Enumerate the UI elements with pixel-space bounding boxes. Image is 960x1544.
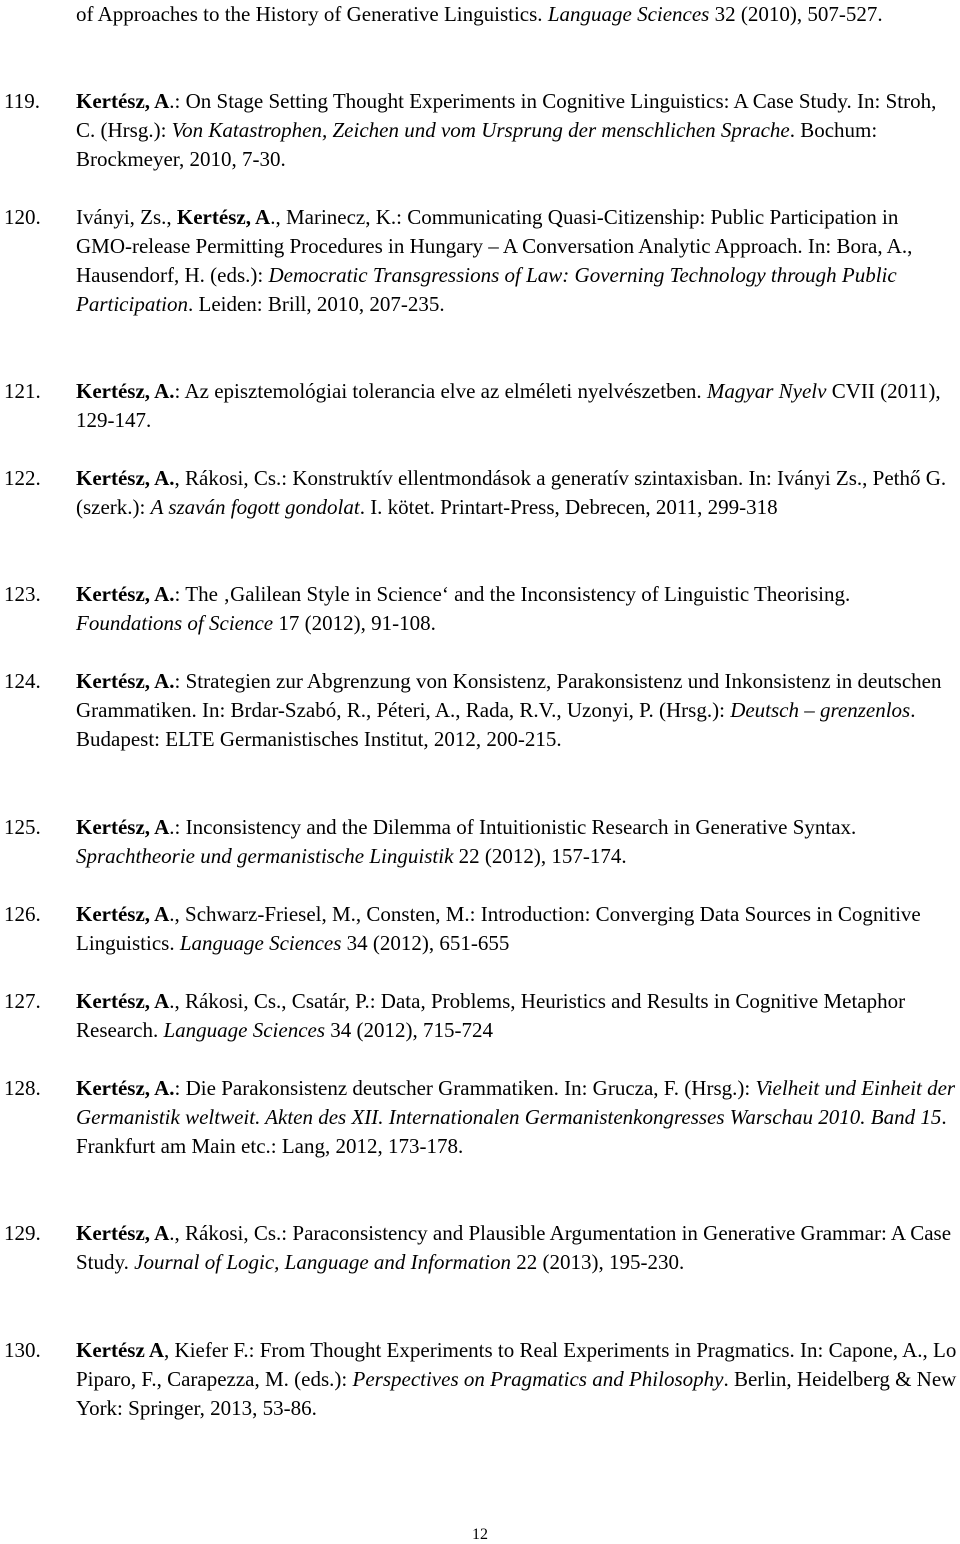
reference-number: 128. — [4, 1076, 41, 1100]
reference-segment: of Approaches to the History of Generative Linguistics. — [76, 2, 548, 26]
reference-segment: . Berlin, Heidelberg & New York: Springer, 2013, 53-86. — [76, 1367, 957, 1420]
reference-text — [76, 377, 958, 435]
publication-title: Von Katastrophen, Zeichen und vom Ursprung der menschlichen Sprache — [171, 118, 790, 142]
reference-segment: ., Schwarz-Friesel, M., Consten, M.: Introduction: Converging Data Sources in Cognitive Linguistics. — [76, 902, 921, 955]
reference-segment: . I. kötet. Printart-Press, Debrecen, 2011, 299-318 — [359, 495, 778, 519]
reference-segment: 34 (2012), 651-655 — [341, 931, 510, 955]
author-name: Kertész, A — [76, 989, 170, 1013]
reference-text — [76, 580, 958, 638]
reference-number: 121. — [4, 379, 41, 403]
publication-title: Foundations of Science — [76, 611, 274, 635]
reference-number: 120. — [4, 205, 41, 229]
reference-number: 130. — [4, 1338, 41, 1362]
reference-text — [76, 203, 958, 319]
author-name: Kertész, A. — [76, 582, 175, 606]
author-name: Kertész, A — [76, 902, 170, 926]
author-name: Kertész, A. — [76, 466, 175, 490]
reference-segment: Iványi, Zs., — [76, 205, 177, 229]
reference-number: 127. — [4, 989, 41, 1013]
author-name: Kertész, A. — [76, 669, 175, 693]
reference-text — [76, 464, 958, 522]
reference-segment: , Rákosi, Cs.: Konstruktív ellentmondások a generatív szintaxisban. In: Iványi Zs., Pethő G. (szerk.): — [76, 466, 947, 519]
reference-text — [76, 987, 958, 1045]
publication-title: Language Sciences — [547, 2, 710, 26]
author-name: Kertész A — [76, 1338, 165, 1362]
author-name: Kertész, A — [176, 205, 271, 229]
author-name: Kertész, A — [76, 89, 170, 113]
author-name: Kertész, A — [76, 815, 170, 839]
publication-title: Magyar Nyelv — [706, 379, 827, 403]
author-name: Kertész, A. — [76, 379, 175, 403]
reference-segment: .: On Stage Setting Thought Experiments in Cognitive Linguistics: A Case Study. In: Stroh, C. (Hrsg.): — [76, 89, 937, 142]
reference-text — [76, 87, 958, 174]
publication-title: Vielheit und Einheit der Germanistik weltweit. Akten des XII. Internationalen Germanistenkongresses Warschau 2010. Band 15 — [76, 1076, 956, 1129]
reference-segment: , Kiefer F.: From Thought Experiments to Real Experiments in Pragmatics. In: Capone, A., Lo Piparo, F., Carapezza, M. (eds.): — [76, 1338, 957, 1391]
publication-title: Democratic Transgressions of Law: Governing Technology through Public Participation — [76, 263, 897, 316]
reference-text — [76, 667, 958, 754]
reference-segment: . Leiden: Brill, 2010, 207-235. — [188, 292, 445, 316]
reference-text — [76, 813, 958, 871]
publication-title: Sprachtheorie und germanistische Linguistik — [76, 844, 454, 868]
reference-number: 126. — [4, 902, 41, 926]
reference-segment: : Strategien zur Abgrenzung von Konsistenz, Parakonsistenz und Inkonsistenz in deutschen Grammatiken. In: Brdar-Szabó, R., Péteri, A., Rada, R.V., Uzonyi, P. (Hrsg.): — [76, 669, 942, 722]
reference-number: 124. — [4, 669, 41, 693]
reference-number: 122. — [4, 466, 41, 490]
reference-segment: .: Inconsistency and the Dilemma of Intuitionistic Research in Generative Syntax. — [169, 815, 857, 839]
reference-segment: CVII (2011), 129-147. — [76, 379, 941, 432]
reference-text — [76, 1074, 958, 1161]
reference-text — [76, 1219, 958, 1277]
reference-text — [76, 1336, 958, 1423]
reference-segment: . Bochum: Brockmeyer, 2010, 7-30. — [76, 118, 878, 171]
author-name: Kertész, A — [76, 1221, 170, 1245]
reference-segment: : Az episztemológiai tolerancia elve az elméleti nyelvészetben. — [174, 379, 707, 403]
reference-segment: : Die Parakonsistenz deutscher Grammatiken. In: Grucza, F. (Hrsg.): — [174, 1076, 756, 1100]
publication-title: Perspectives on Pragmatics and Philosophy — [352, 1367, 724, 1391]
reference-number: 119. — [4, 89, 40, 113]
reference-segment: ., Rákosi, Cs., Csatár, P.: Data, Problems, Heuristics and Results in Cognitive Metaphor Research. — [76, 989, 906, 1042]
reference-text — [76, 900, 958, 958]
reference-segment: 32 (2010), 507-527. — [709, 2, 883, 26]
reference-segment: 34 (2012), 715-724 — [325, 1018, 493, 1042]
publication-title: Journal of Logic, Language and Information — [134, 1250, 511, 1274]
publication-title: Language Sciences — [163, 1018, 326, 1042]
reference-segment: . Frankfurt am Main etc.: Lang, 2012, 173-178. — [76, 1105, 947, 1158]
reference-segment: 22 (2012), 157-174. — [453, 844, 627, 868]
reference-number: 123. — [4, 582, 41, 606]
publication-title: A szaván fogott gondolat — [150, 495, 360, 519]
reference-segment: ., Rákosi, Cs.: Paraconsistency and Plausible Argumentation in Generative Grammar: A Case Study. — [76, 1221, 952, 1274]
reference-segment: 22 (2013), 195-230. — [511, 1250, 685, 1274]
reference-text — [76, 0, 958, 29]
reference-number: 129. — [4, 1221, 41, 1245]
author-name: Kertész, A. — [76, 1076, 175, 1100]
publication-title: Deutsch – grenzenlos — [730, 698, 911, 722]
reference-segment: : The ‚Galilean Style in Science‘ and the Inconsistency of Linguistic Theorising. — [174, 582, 851, 606]
reference-segment: . Budapest: ELTE Germanistisches Institut, 2012, 200-215. — [76, 698, 916, 751]
page-number: 12 — [472, 1526, 488, 1543]
reference-segment: 17 (2012), 91-108. — [273, 611, 436, 635]
reference-segment: ., Marinecz, K.: Communicating Quasi-Citizenship: Public Participation in GMO-release Permitting Procedures in Hungary – A Conversation Analytic Approach. In: Bora, A., Hausendorf, H. (eds.): — [76, 205, 913, 287]
reference-number: 125. — [4, 815, 41, 839]
publication-title: Language Sciences — [179, 931, 342, 955]
